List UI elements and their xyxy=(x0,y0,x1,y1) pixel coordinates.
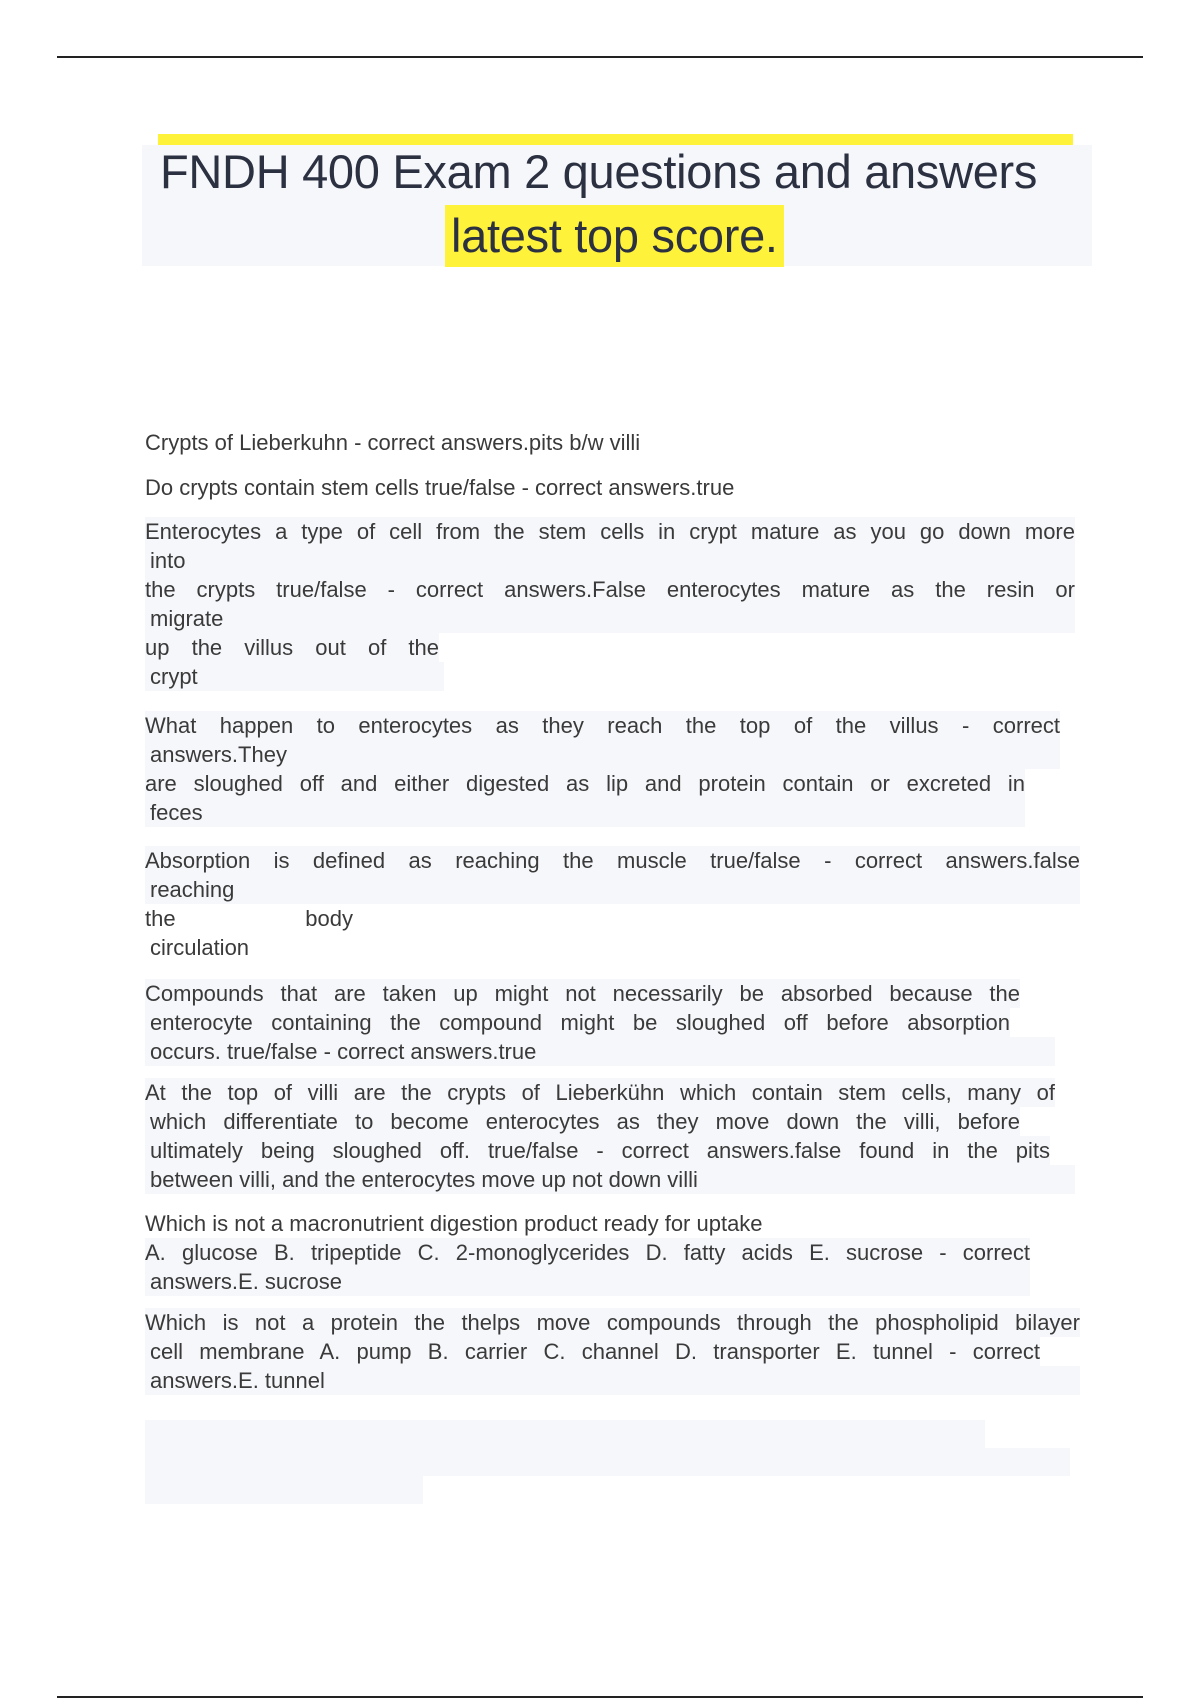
qa-line: Do crypts contain stem cells true/false - correct answers.true xyxy=(145,475,735,500)
qa-line: up the villus out of the xyxy=(145,635,439,660)
qa-line: the body xyxy=(145,906,353,931)
qa-line: answers.E. tunnel xyxy=(145,1366,1080,1395)
qa-line: migrate xyxy=(145,604,1075,633)
qa-line: A. glucose B. tripeptide C. 2-monoglycerides D. fatty acids E. sucrose - correct xyxy=(145,1240,1030,1265)
qa-line: are sloughed off and either digested as lip and protein contain or excreted in xyxy=(145,771,1025,796)
qa-line: Crypts of Lieberkuhn - correct answers.pits b/w villi xyxy=(145,430,641,455)
qa-line: answers.E. sucrose xyxy=(145,1267,1030,1296)
qa-line: reaching xyxy=(145,875,1080,904)
qa-line: occurs. true/false - correct answers.true xyxy=(145,1037,1055,1066)
empty-shaded-row xyxy=(145,1448,1070,1476)
qa-item xyxy=(145,1078,1075,1194)
qa-item xyxy=(145,846,1080,962)
qa-item xyxy=(145,428,725,457)
qa-item xyxy=(145,1308,1080,1395)
qa-line: What happen to enterocytes as they reach the top of the villus - correct xyxy=(145,713,1060,738)
qa-line: between villi, and the enterocytes move up not down villi xyxy=(145,1165,1075,1194)
qa-line: into xyxy=(145,546,1075,575)
qa-item xyxy=(145,979,1075,1066)
qa-line: Enterocytes a type of cell from the stem cells in crypt mature as you go down more xyxy=(145,519,1075,544)
qa-line: the crypts true/false - correct answers.False enterocytes mature as the resin or xyxy=(145,577,1075,602)
qa-line: circulation xyxy=(150,935,250,960)
qa-line: cell membrane A. pump B. carrier C. channel D. transporter E. tunnel - correct xyxy=(145,1337,1040,1366)
qa-line: Which is not a macronutrient digestion product ready for uptake xyxy=(145,1211,763,1236)
qa-line: Compounds that are taken up might not necessarily be absorbed because the xyxy=(145,981,1020,1006)
bottom-rule xyxy=(57,1696,1143,1698)
top-rule xyxy=(57,56,1143,58)
qa-line: crypt xyxy=(145,662,444,691)
empty-shaded-row xyxy=(145,1420,985,1448)
qa-line: ultimately being sloughed off. true/false - correct answers.false found in the pits xyxy=(145,1136,1050,1165)
qa-line: enterocyte containing the compound might be sloughed off before absorption xyxy=(145,1008,1010,1037)
qa-line: feces xyxy=(145,798,1025,827)
document-title-highlight: latest top score. xyxy=(445,205,784,267)
document-title: FNDH 400 Exam 2 questions and answers xyxy=(160,145,1038,198)
qa-item xyxy=(145,517,1075,691)
qa-line: answers.They xyxy=(145,740,1060,769)
qa-item xyxy=(145,473,825,502)
qa-line: Absorption is defined as reaching the muscle true/false - correct answers.false xyxy=(145,848,1080,873)
qa-line: which differentiate to become enterocytes as they move down the villi, before xyxy=(145,1107,1020,1136)
qa-item xyxy=(145,1209,1045,1296)
empty-shaded-row xyxy=(145,1476,423,1504)
qa-item xyxy=(145,711,1060,827)
qa-line: Which is not a protein the thelps move compounds through the phospholipid bilayer xyxy=(145,1310,1080,1335)
qa-line: At the top of villi are the crypts of Lieberkühn which contain stem cells, many of xyxy=(145,1080,1055,1105)
